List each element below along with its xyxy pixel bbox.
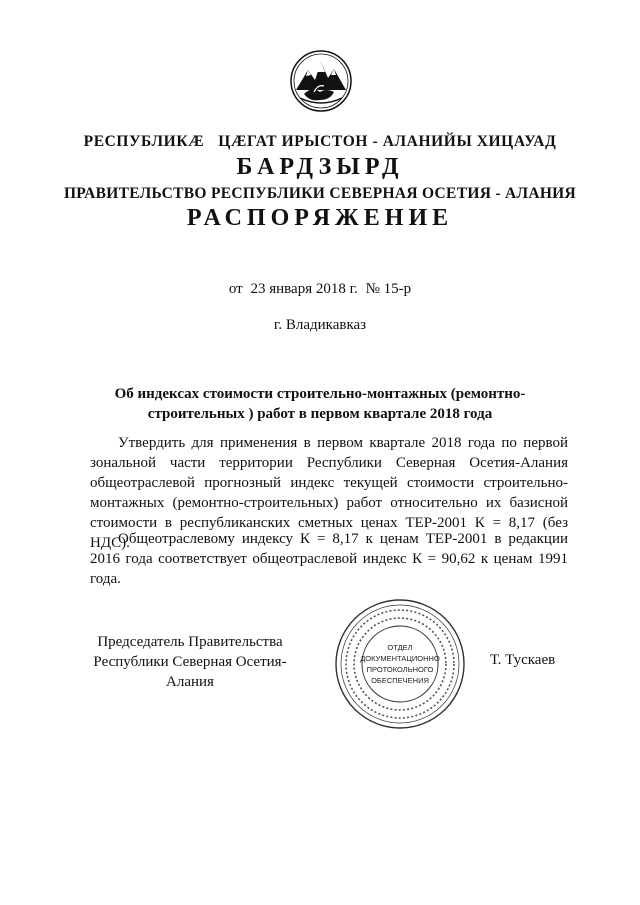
header-government-russian: ПРАВИТЕЛЬСТВО РЕСПУБЛИКИ СЕВЕРНАЯ ОСЕТИЯ - АЛАНИЯ [63, 185, 577, 202]
coat-of-arms-emblem [290, 50, 352, 112]
header-republic-ossetian [0, 133, 640, 151]
body-paragraph-2: Общеотраслевому индексу К = 8,17 к ценам ТЕР-2001 в редакции 2016 года соответствует общеотраслевой индекс К = 90,62 к ценам 1991 года. [90, 531, 568, 587]
header-line1-part2: ЦӔГАТ ИРЫСТОН - АЛАНИЙЫ ХИЦАУАД [218, 133, 557, 150]
document-subject [0, 384, 640, 424]
document-number: № 15-р [365, 281, 412, 297]
stamp-line3: ПРОТОКОЛЬНОГО [366, 665, 434, 674]
stamp-line4: ОБЕСПЕЧЕНИЯ [371, 676, 429, 685]
header-line1-part1: РЕСПУБЛИКӔ [83, 133, 205, 150]
signatory-title-line1: Председатель Правительства [97, 634, 283, 650]
signatory-title [90, 632, 290, 692]
document-type-title: РАСПОРЯЖЕНИЕ [186, 205, 454, 231]
stamp-line1: ОТДЕЛ [387, 643, 413, 652]
stamp-line2: ДОКУМЕНТАЦИОННО [360, 654, 440, 663]
date-prefix: от [228, 281, 243, 297]
official-stamp [332, 596, 468, 732]
body-paragraph-1: Утвердить для применения в первом квартале 2018 года по первой зональной части территории Республики Северная Осетия-Алания общеотраслевой прогнозный индекс текущей стоимости строительно-монтажных (ремонтно-строительных) работ относительно их базисной стоимости в республиканских сметных ценах ТЕР-2001 К = 8,17 (без НДС). [90, 435, 568, 551]
signatory-name: Т. Тускаев [490, 652, 556, 668]
date-number-line [0, 281, 640, 298]
header-bardzyrd: БАРДЗЫРД [236, 154, 404, 180]
subject-line1: Об индексах стоимости строительно-монтажных (ремонтно- [114, 386, 526, 402]
city: г. Владикавказ [273, 317, 367, 333]
subject-line2: строительных ) работ в первом квартале 2018 года [147, 406, 493, 422]
document-date: 23 января 2018 г. [250, 281, 358, 297]
signatory-title-line2: Республики Северная Осетия-Алания [93, 654, 287, 690]
